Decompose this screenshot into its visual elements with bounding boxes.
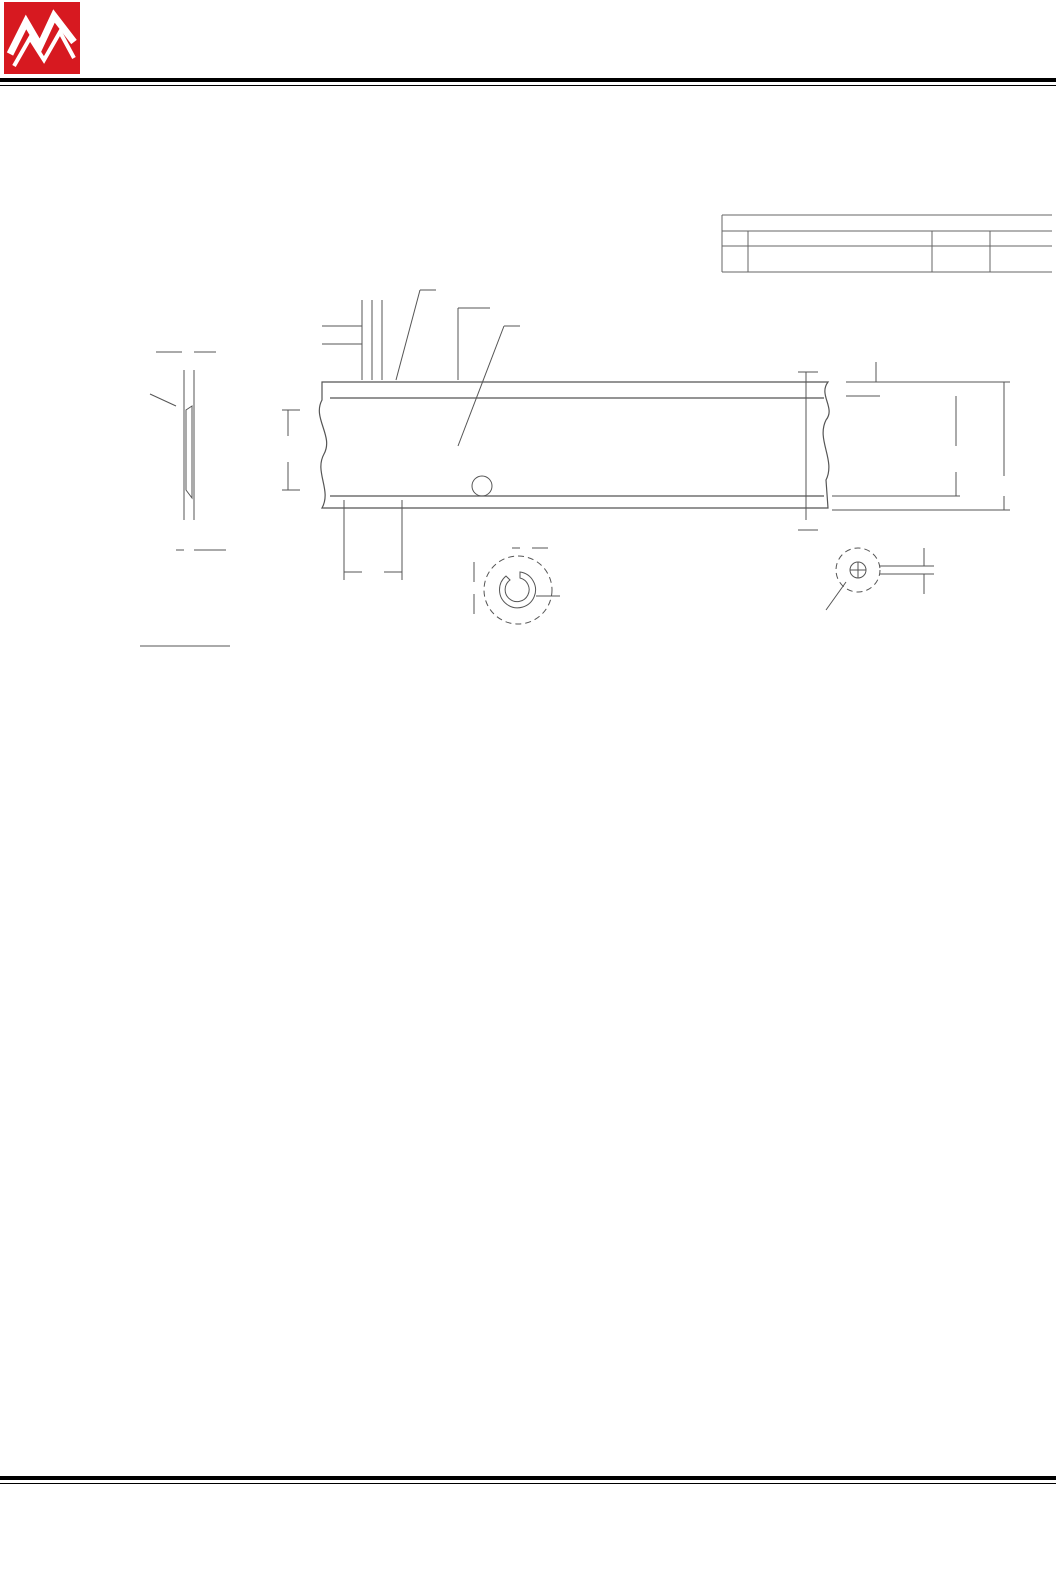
footer-rule-thin (0, 1483, 1056, 1484)
carrier-tape (319, 382, 829, 508)
pocket-hole (472, 476, 492, 496)
tape-reel-drawing (0, 200, 1056, 900)
detail-views (484, 548, 880, 624)
header-rule-thin (0, 85, 1056, 86)
header-rule-thick (0, 78, 1056, 82)
footer-rule-thick (0, 1476, 1056, 1480)
ls-research-logo-icon (4, 2, 80, 74)
revisions-table (722, 215, 1052, 272)
page-header (0, 0, 1056, 92)
dimension-lines (150, 290, 1010, 614)
